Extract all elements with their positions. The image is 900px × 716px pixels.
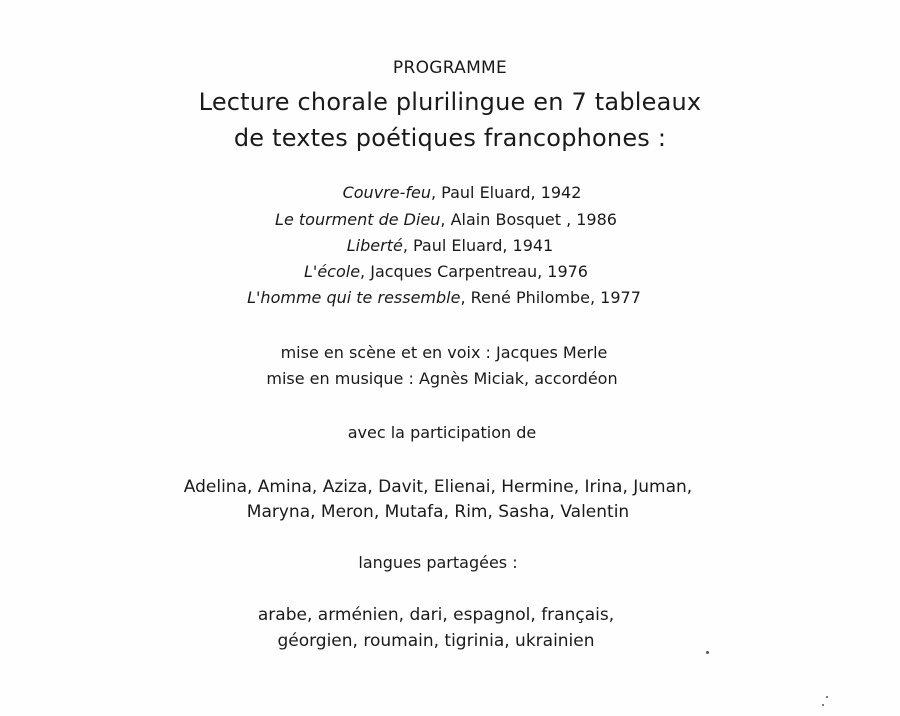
poem-4-author: , Jacques Carpentreau, 1976	[360, 262, 588, 281]
title-line-2: de textes poétiques francophones :	[233, 124, 667, 152]
poem-1	[12, 183, 900, 202]
scan-speck	[822, 704, 824, 706]
poem-5-title: L'homme qui te ressemble	[247, 288, 461, 307]
languages-line-2: géorgien, roumain, tigrinia, ukrainien	[277, 631, 595, 651]
poem-5	[0, 288, 894, 307]
poem-3-author: , Paul Eluard, 1941	[402, 236, 554, 255]
participants-line-1: Adelina, Amina, Aziza, Davit, Elienai, Hermine, Irina, Juman,	[183, 477, 693, 497]
poem-2-title: Le tourment de Dieu	[275, 210, 441, 229]
title-line-1: Lecture chorale plurilingue en 7 tableaux	[198, 88, 702, 116]
scan-speck	[826, 696, 828, 698]
languages-line-1: arabe, arménien, dari, espagnol, français,	[257, 605, 615, 625]
programme-heading: PROGRAMME	[392, 58, 508, 78]
staging-credit: mise en scène et en voix : Jacques Merle	[280, 343, 608, 362]
participation-label: avec la participation de	[347, 423, 537, 442]
poem-4	[0, 262, 896, 281]
poem-1-title: Couvre-feu	[342, 183, 431, 202]
participants-line-2: Maryna, Meron, Mutafa, Rim, Sasha, Valentin	[246, 502, 630, 522]
poem-4-title: L'école	[304, 262, 361, 281]
poem-1-author: , Paul Eluard, 1942	[430, 183, 582, 202]
music-credit: mise en musique : Agnès Miciak, accordéon	[266, 369, 618, 388]
languages-label: langues partagées :	[358, 553, 518, 572]
poem-2	[0, 210, 896, 229]
scan-speck	[706, 651, 709, 654]
poem-3	[0, 236, 900, 255]
poem-2-author: , Alain Bosquet , 1986	[440, 210, 617, 229]
poem-3-title: Liberté	[346, 236, 403, 255]
poem-5-author: , René Philombe, 1977	[460, 288, 641, 307]
